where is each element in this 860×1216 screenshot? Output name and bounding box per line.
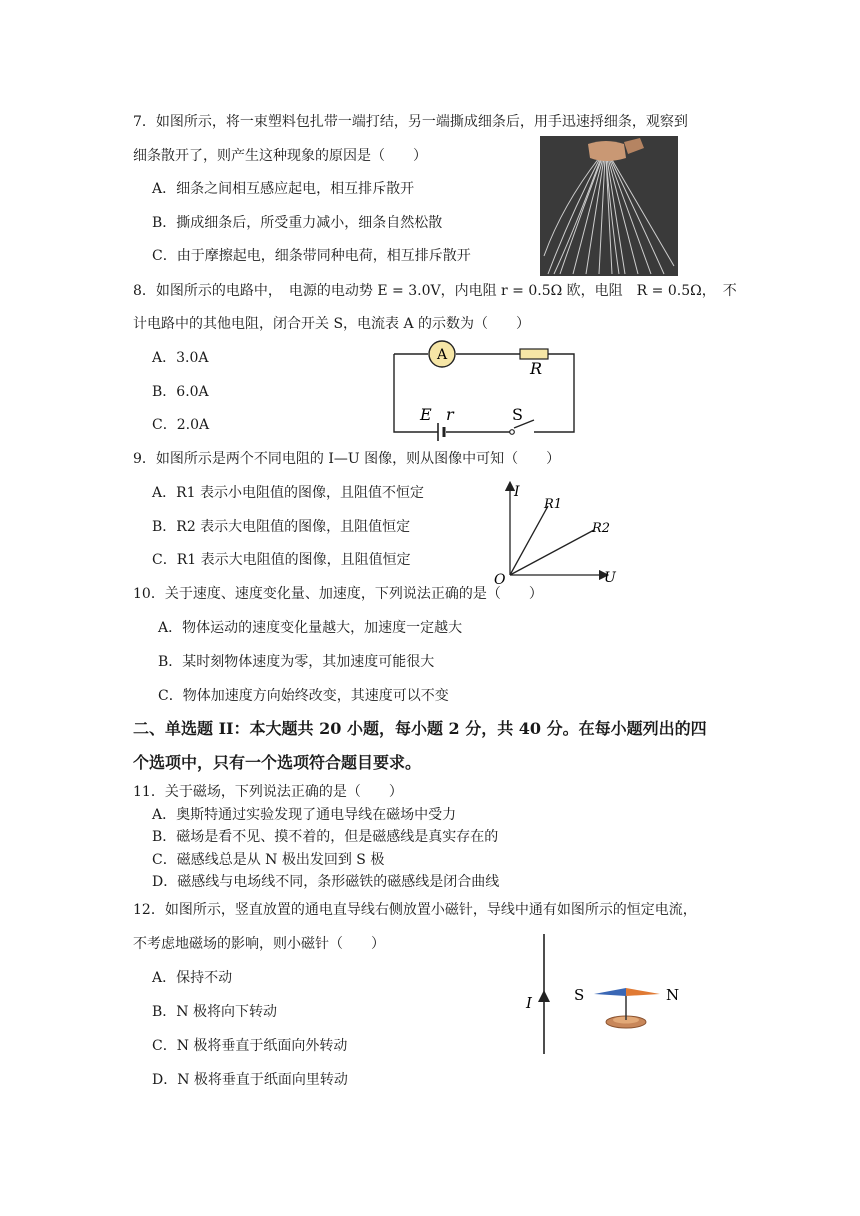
q12-wire-and-compass-figure xyxy=(520,932,690,1056)
q10-option-a: A．物体运动的速度变化量越大，加速度一定越大 xyxy=(158,620,463,636)
r2-label: R2 xyxy=(592,521,611,536)
q12-option-c: C．N 极将垂直于纸面向外转动 xyxy=(152,1038,348,1054)
section-2-heading-line1: 二、单选题 II：本大题共 20 小题，每小题 2 分，共 40 分。在每小题列出的四 xyxy=(133,719,707,738)
current-label: I xyxy=(526,994,532,1012)
q7-option-c: C．由于摩擦起电，细条带同种电荷，相互排斥散开 xyxy=(152,248,471,264)
q8-option-b: B．6.0A xyxy=(152,384,209,400)
q8-option-a: A．3.0A xyxy=(152,350,209,366)
q10-option-c: C．物体加速度方向始终改变，其速度可以不变 xyxy=(158,688,449,704)
q7-option-b: B．撕成细条后，所受重力减小，细条自然松散 xyxy=(152,215,443,231)
q8-stem-line2: 计电路中的其他电阻，闭合开关 S，电流表 A 的示数为（ ） xyxy=(133,316,531,332)
q9-stem-line1: 9．如图所示是两个不同电阻的 I—U 图像，则从图像中可知（ ） xyxy=(133,451,561,467)
q11-option-c: C．磁感线总是从 N 极出发回到 S 极 xyxy=(152,852,385,868)
q7-option-a: A．细条之间相互感应起电，相互排斥散开 xyxy=(152,181,415,197)
q9-option-c: C．R1 表示大电阻值的图像，且阻值恒定 xyxy=(152,552,411,568)
q11-option-a: A．奥斯特通过实验发现了通电导线在磁场中受力 xyxy=(152,807,457,823)
q12-stem-line1: 12．如图所示，竖直放置的通电直导线右侧放置小磁针，导线中通有如图所示的恒定电流， xyxy=(133,902,697,918)
south-pole-label: S xyxy=(574,986,585,1004)
emf-label: E xyxy=(420,405,432,424)
q7-stem-line2: 细条散开了，则产生这种现象的原因是（ ） xyxy=(133,148,427,164)
origin-label: O xyxy=(494,572,506,586)
q7-figure-plastic-strips-photo xyxy=(540,136,678,276)
y-axis-label: I xyxy=(514,484,520,500)
r1-label: R1 xyxy=(544,497,563,512)
q10-option-b: B．某时刻物体速度为零，其加速度可能很大 xyxy=(158,654,435,670)
battery-icon xyxy=(438,423,444,441)
q12-stem-line2: 不考虑地磁场的影响，则小磁针（ ） xyxy=(133,936,385,952)
switch-icon xyxy=(510,430,515,435)
q12-option-b: B．N 极将向下转动 xyxy=(152,1004,277,1020)
q9-option-b: B．R2 表示大电阻值的图像，且阻值恒定 xyxy=(152,519,411,535)
q8-stem-line1: 8．如图所示的电路中， 电源的电动势 E = 3.0V，内电阻 r = 0.5Ω 欧，电阻 R = 0.5Ω， 不 xyxy=(133,283,737,299)
current-arrow-icon xyxy=(538,990,550,1002)
north-pole-label: N xyxy=(666,986,680,1004)
compass-needle-icon xyxy=(594,988,660,1028)
resistor-icon xyxy=(520,349,548,359)
q11-option-b: B．磁场是看不见、摸不着的，但是磁感线是真实存在的 xyxy=(152,829,499,845)
ammeter-label: A xyxy=(436,347,448,363)
q8-circuit-diagram xyxy=(388,338,584,442)
q9-iu-graph xyxy=(488,480,620,586)
q8-option-c: C．2.0A xyxy=(152,417,210,433)
resistor-label: R xyxy=(530,359,543,378)
section-2-heading-line2: 个选项中，只有一个选项符合题目要求。 xyxy=(133,753,422,772)
switch-label: S xyxy=(512,405,523,424)
q12-option-a: A．保持不动 xyxy=(152,970,233,986)
q11-stem-line1: 11．关于磁场，下列说法正确的是（ ） xyxy=(133,784,403,800)
q10-stem-line1: 10．关于速度、速度变化量、加速度，下列说法正确的是（ ） xyxy=(133,586,543,602)
x-axis-label: U xyxy=(604,570,616,586)
q11-option-d: D．磁感线与电场线不同，条形磁铁的磁感线是闭合曲线 xyxy=(152,874,500,890)
q9-option-a: A．R1 表示小电阻值的图像，且阻值不恒定 xyxy=(152,485,425,501)
q7-stem-line1: 7．如图所示，将一束塑料包扎带一端打结，另一端撕成细条后，用手迅速捋细条，观察到 xyxy=(133,114,688,130)
internal-resistance-label: r xyxy=(446,405,454,424)
q12-option-d: D．N 极将垂直于纸面向里转动 xyxy=(152,1072,348,1088)
